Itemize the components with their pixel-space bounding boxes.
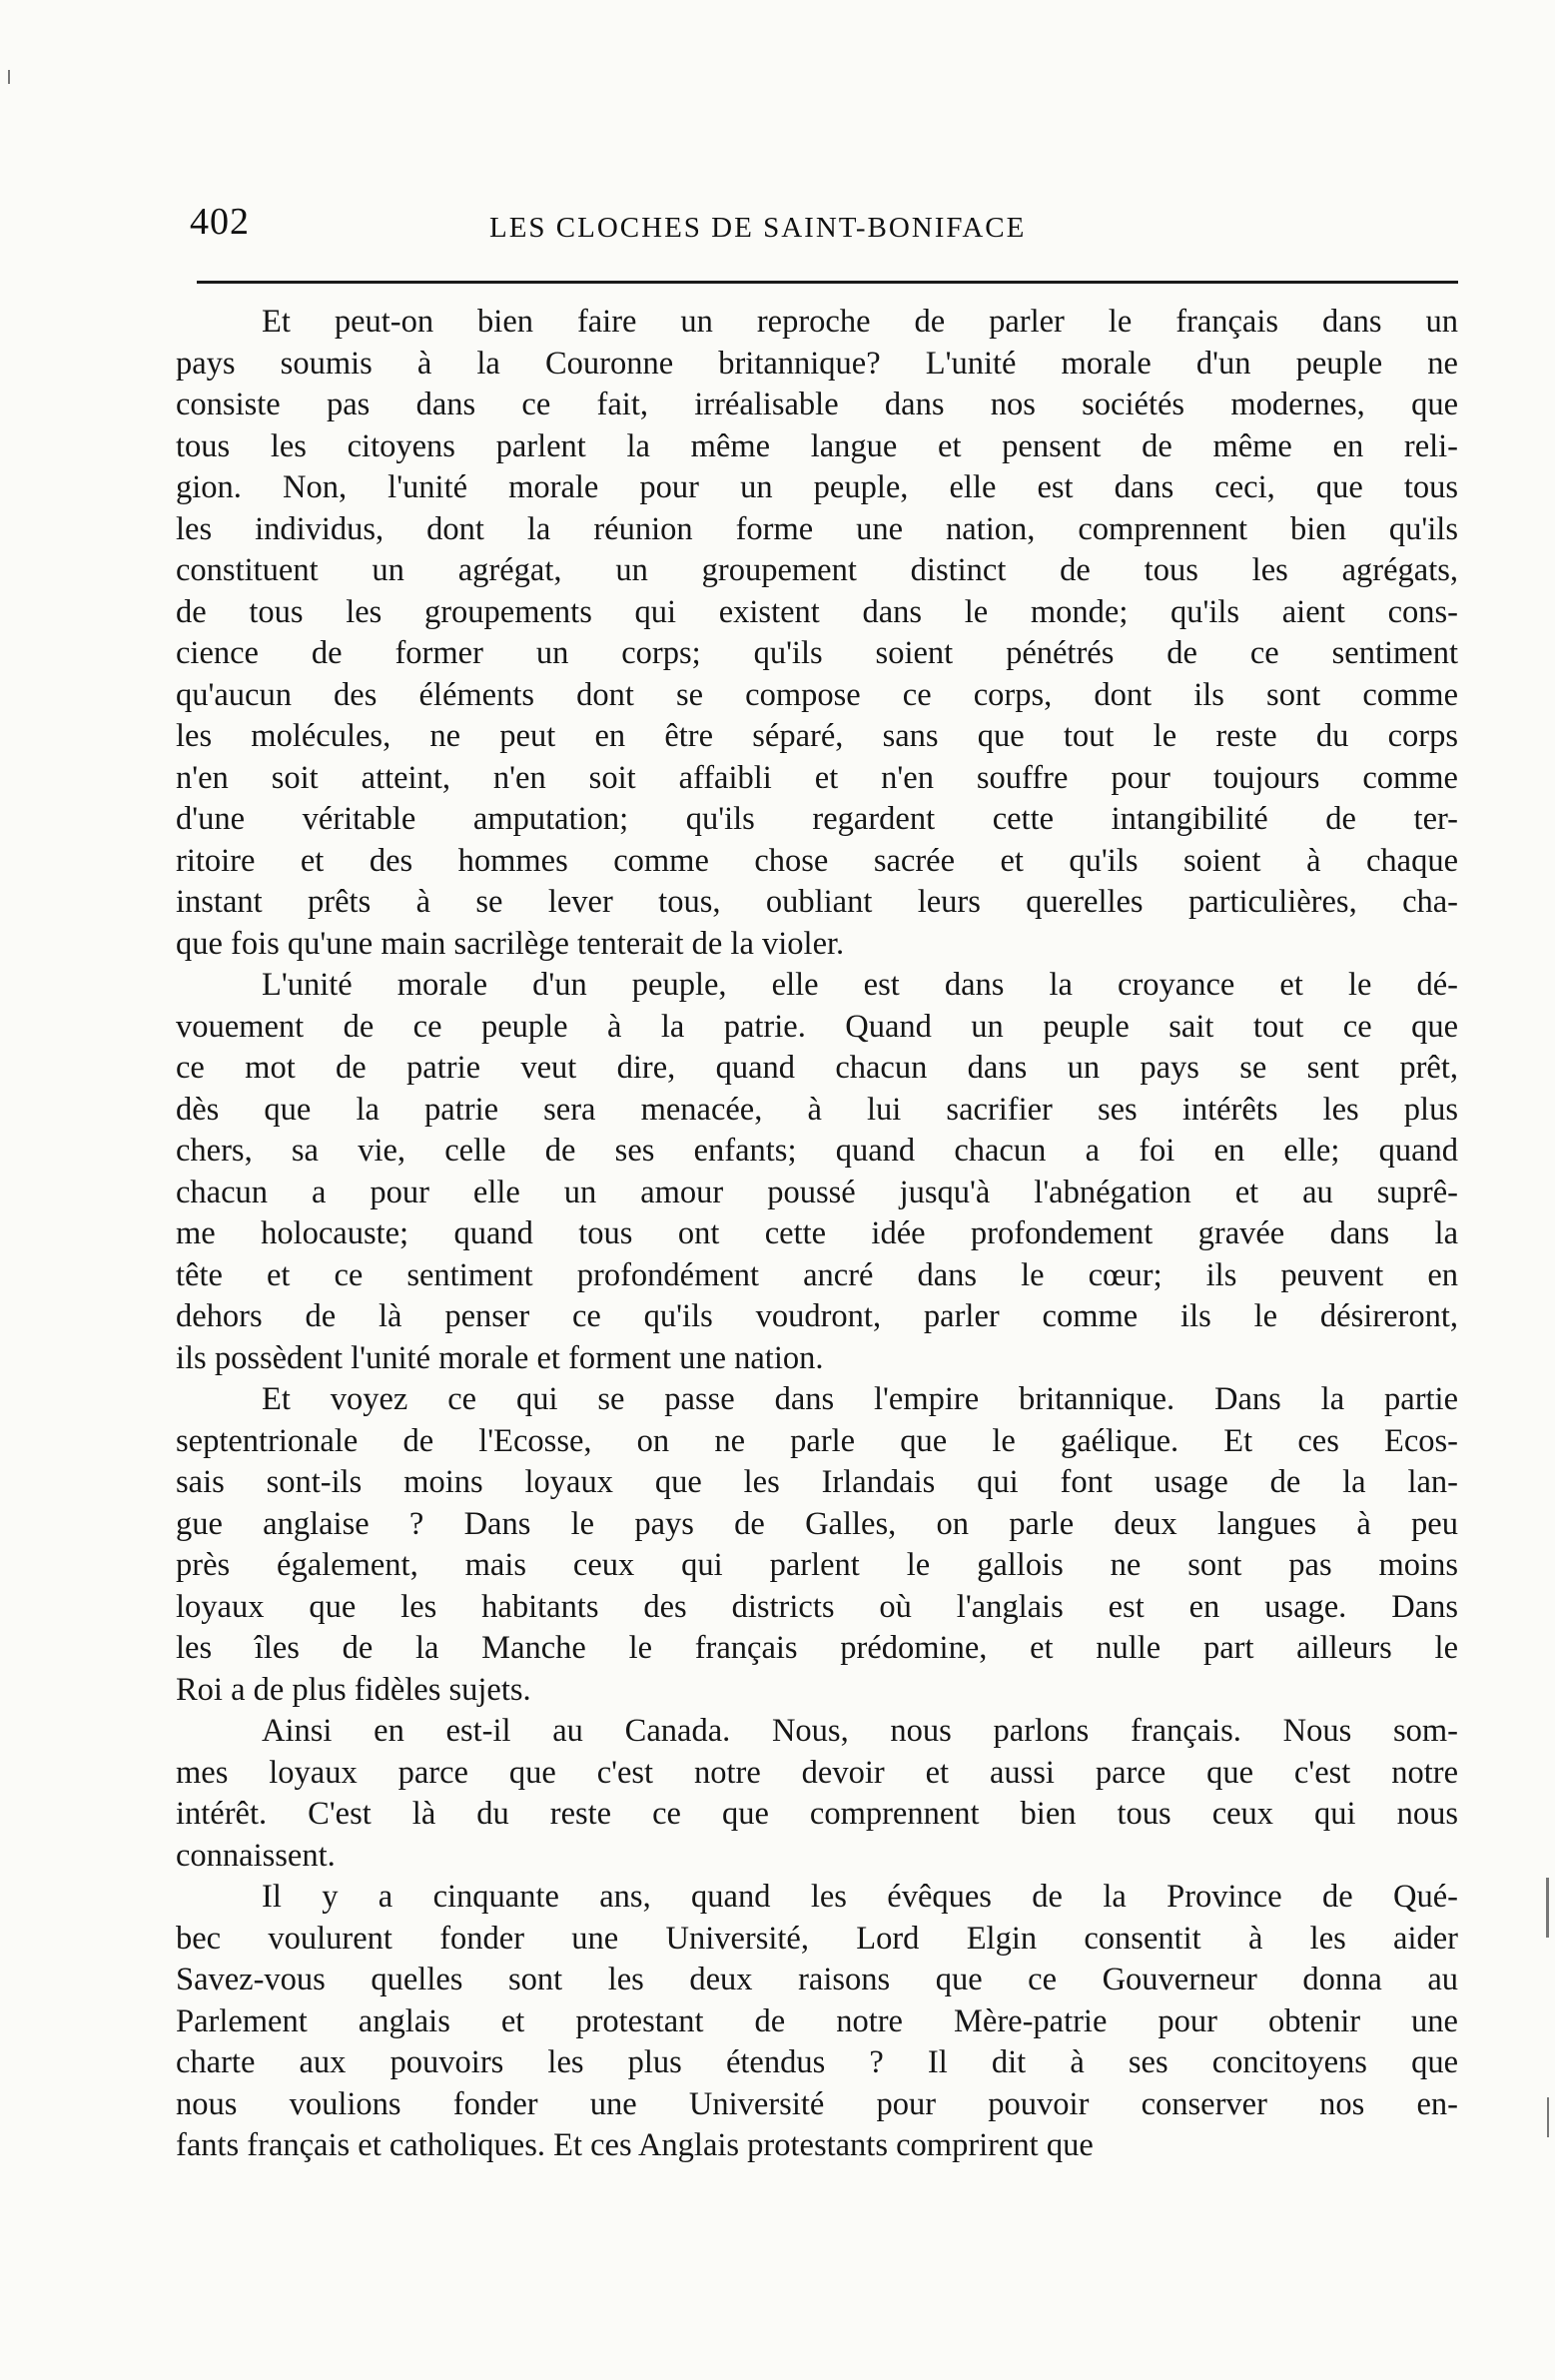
text-line: gion. Non, l'unité morale pour un peuple, elle est dans ceci, que tous	[176, 469, 1458, 505]
text-line: Roi a de plus fidèles sujets.	[176, 1671, 531, 1708]
text-line: consiste pas dans ce fait, irréalisable dans nos sociétés modernes, que	[176, 387, 1458, 422]
text-line: L'unité morale d'un peuple, elle est dans la croyance et le dé-	[262, 967, 1458, 1003]
text-line: bec voulurent fonder une Université, Lord Elgin consentit à les aider	[176, 1920, 1458, 1957]
text-line: de tous les groupements qui existent dans le monde; qu'ils aient cons-	[176, 593, 1458, 630]
text-line: mes loyaux parce que c'est notre devoir et aussi parce que c'est notre	[176, 1754, 1458, 1791]
text-line: fants français et catholiques. Et ces Anglais protestants comprirent que	[176, 2127, 1094, 2163]
text-line: cience de former un corps; qu'ils soient pénétrés de ce sentiment	[176, 635, 1458, 671]
text-line: les îles de la Manche le français prédomine, et nulle part ailleurs le	[176, 1630, 1458, 1666]
text-line: me holocauste; quand tous ont cette idée profondement gravée dans la	[176, 1215, 1458, 1251]
text-line: loyaux que les habitants des districts où l'anglais est en usage. Dans	[176, 1588, 1458, 1625]
text-line: dehors de là penser ce qu'ils voudront, parler comme ils le désireront,	[176, 1298, 1458, 1334]
text-line: chacun a pour elle un amour poussé jusqu'à l'abnégation et au suprê-	[176, 1174, 1458, 1210]
text-line: Parlement anglais et protestant de notre Mère-patrie pour obtenir une	[176, 2002, 1458, 2039]
text-line: intérêt. C'est là du reste ce que comprennent bien tous ceux qui nous	[176, 1796, 1458, 1832]
text-line: dès que la patrie sera menacée, à lui sacrifier ses intérêts les plus	[176, 1091, 1458, 1128]
text-line: les molécules, ne peut en être séparé, sans que tout le reste du corps	[176, 718, 1458, 754]
text-line: pays soumis à la Couronne britannique? L'unité morale d'un peuple ne	[176, 345, 1458, 382]
paragraph	[176, 1877, 1458, 2167]
scan-mark	[1547, 2097, 1549, 2137]
running-title: LES CLOCHES DE SAINT-BONIFACE	[489, 212, 1027, 244]
text-line: connaissent.	[176, 1837, 336, 1874]
text-line: tête et ce sentiment profondément ancré dans le cœur; ils peuvent en	[176, 1256, 1458, 1293]
text-line: Et peut-on bien faire un reproche de parler le français dans un	[262, 304, 1458, 340]
text-line: nous voulions fonder une Université pour pouvoir conserver nos en-	[176, 2085, 1458, 2122]
text-line: chers, sa vie, celle de ses enfants; quand chacun a foi en elle; quand	[176, 1133, 1458, 1169]
body-text	[176, 302, 1458, 2167]
text-line: constituent un agrégat, un groupement distinct de tous les agrégats,	[176, 552, 1458, 588]
text-line: près également, mais ceux qui parlent le gallois ne sont pas moins	[176, 1547, 1458, 1583]
text-line: instant prêts à se lever tous, oubliant leurs querelles particulières, cha-	[176, 884, 1458, 920]
paragraph	[176, 1379, 1458, 1711]
header-rule	[197, 281, 1458, 284]
text-line: Savez-vous quelles sont les deux raisons que ce Gouverneur donna au	[176, 1962, 1458, 1997]
text-line: tous les citoyens parlent la même langue et pensent de même en reli-	[176, 427, 1458, 464]
text-line: que fois qu'une main sacrilège tenterait de la violer.	[176, 925, 845, 962]
text-line: Et voyez ce qui se passe dans l'empire britannique. Dans la partie	[262, 1381, 1458, 1417]
text-line: charte aux pouvoirs les plus étendus ? Il dit à ses concitoyens que	[176, 2044, 1458, 2080]
text-line: Il y a cinquante ans, quand les évêques de la Province de Qué-	[262, 1879, 1458, 1915]
scan-mark	[8, 70, 10, 84]
text-line: d'une véritable amputation; qu'ils regardent cette intangibilité de ter-	[176, 801, 1458, 837]
scan-mark	[1546, 1878, 1549, 1938]
text-line: qu'aucun des éléments dont se compose ce corps, dont ils sont comme	[176, 676, 1458, 713]
text-line: Ainsi en est-il au Canada. Nous, nous parlons français. Nous som-	[262, 1713, 1458, 1749]
text-line: ritoire et des hommes comme chose sacrée et qu'ils soient à chaque	[176, 842, 1458, 879]
text-line: ils possèdent l'unité morale et forment une nation.	[176, 1339, 824, 1376]
text-line: gue anglaise ? Dans le pays de Galles, on parle deux langues à peu	[176, 1505, 1458, 1542]
page-header	[190, 200, 1458, 260]
text-line: vouement de ce peuple à la patrie. Quand un peuple sait tout ce que	[176, 1008, 1458, 1045]
text-line: les individus, dont la réunion forme une nation, comprennent bien qu'ils	[176, 510, 1458, 547]
paragraph	[176, 302, 1458, 965]
paragraph	[176, 965, 1458, 1379]
page-number: 402	[190, 201, 250, 243]
paragraph	[176, 1711, 1458, 1877]
text-line: septentrionale de l'Ecosse, on ne parle que le gaélique. Et ces Ecos-	[176, 1422, 1458, 1459]
text-line: ce mot de patrie veut dire, quand chacun dans un pays se sent prêt,	[176, 1050, 1458, 1086]
text-line: sais sont-ils moins loyaux que les Irlandais qui font usage de la lan-	[176, 1464, 1458, 1500]
text-line: n'en soit atteint, n'en soit affaibli et n'en souffre pour toujours comme	[176, 759, 1458, 796]
